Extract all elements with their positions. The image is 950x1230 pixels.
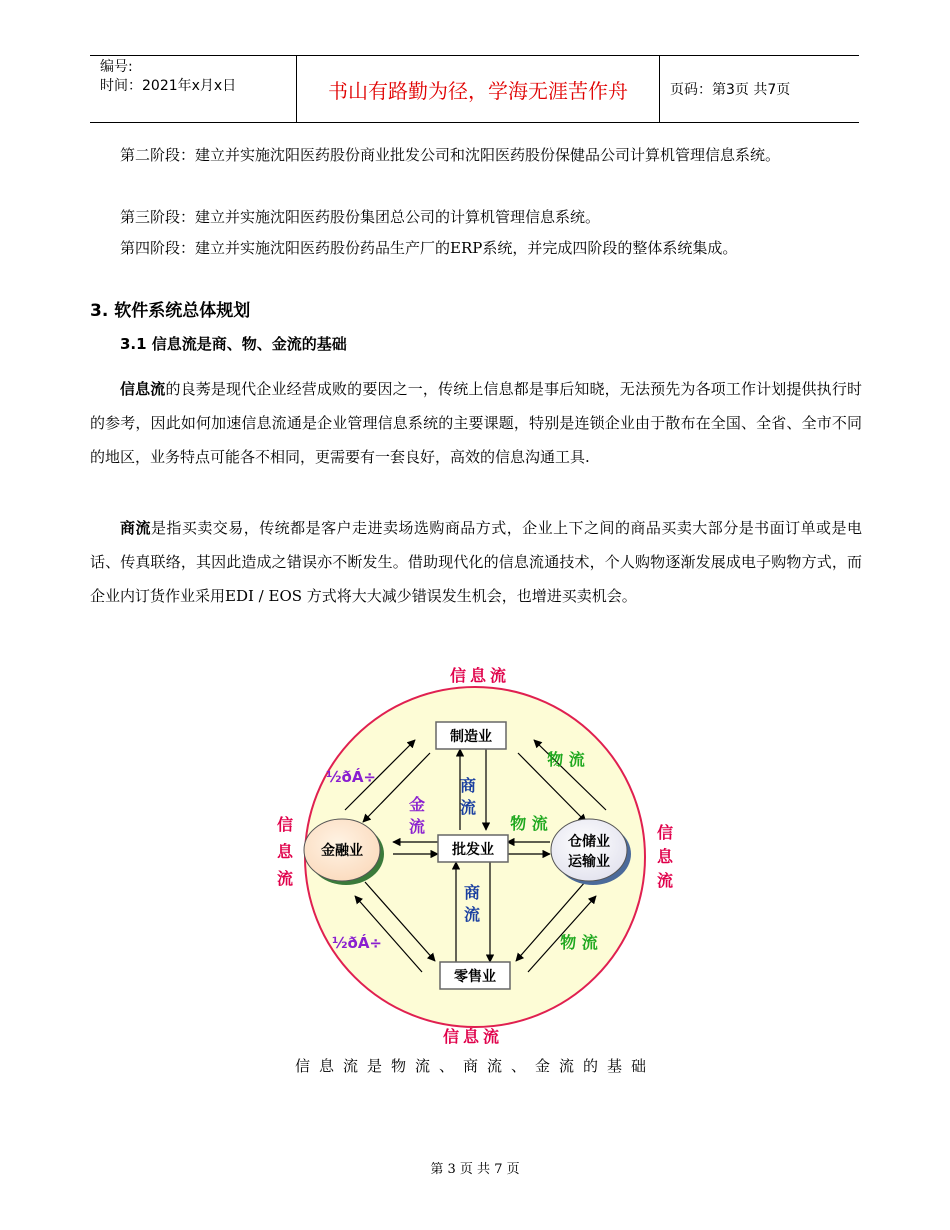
- label-garbled-upper: ½ðÁ÷: [325, 768, 376, 786]
- information-flow-text: 的良莠是现代企业经营成败的要因之一，传统上信息都是事后知晓，无法预先为各项工作计划提供执行时的参考，因此如何加速信息流通是企业管理信息系统的主要课题，特别是连锁企业由于散布在全国、全省、全市不同的地区，业务特点可能各不相同，更需要有一套良好，高效的信息沟通工具.: [90, 380, 862, 466]
- node-retail: 零售业: [454, 969, 496, 985]
- page-header: [90, 55, 859, 123]
- node-storage-line1: 仓储业: [568, 834, 610, 850]
- figure-caption: 信息流是物流、商流、金流的基础: [294, 1057, 655, 1075]
- page-footer: 第 3 页 共 7 页: [430, 1162, 520, 1177]
- node-storage-ellipse: [551, 819, 627, 881]
- flow-diagram: [260, 660, 690, 1055]
- paragraph-commerce-flow: [90, 511, 862, 613]
- node-storage-line2: 运输业: [568, 854, 610, 870]
- paragraph-stage-4: 第四阶段：建立并实施沈阳医药股份药品生产厂的ERP系统，并完成四阶段的整体系统集成。: [120, 239, 738, 257]
- paragraph-stage-3: 第三阶段：建立并实施沈阳医药股份集团总公司的计算机管理信息系统。: [120, 208, 601, 226]
- subsection-heading: 3.1 信息流是商、物、金流的基础: [120, 335, 347, 353]
- node-wholesale: 批发业: [452, 842, 494, 858]
- label-commerce-flow-lower: 商流: [463, 883, 481, 924]
- keyword-commerce-flow: 商流: [120, 519, 151, 537]
- keyword-information-flow: 信息流: [120, 380, 166, 398]
- paragraph-information-flow: [90, 372, 862, 474]
- node-finance: 金融业: [321, 843, 363, 859]
- label-commerce-flow-upper: 商流: [459, 776, 477, 817]
- label-info-flow-bottom: 信息流: [442, 1027, 504, 1046]
- node-manufacturing: 制造业: [450, 729, 492, 745]
- commerce-flow-text: 是指买卖交易，传统都是客户走进卖场选购商品方式，企业上下之间的商品买卖大部分是书面订单或是电话、传真联络，其因此造成之错误亦不断发生。借助现代化的信息流通技术，个人购物逐渐发展成电子购物方式，而企业内订货作业采用EDI / EOS 方式将大大减少错误发生机会，也增进买卖机会。: [90, 519, 862, 605]
- document-time: 时间：2021年x月x日: [100, 78, 237, 94]
- section-heading: 3. 软件系统总体规划: [90, 301, 251, 321]
- label-logistics-upper-right: 物 流: [547, 750, 585, 769]
- document-number-label: 编号:: [100, 59, 133, 75]
- label-info-flow-left: 信息流: [276, 815, 294, 888]
- label-info-flow-top: 信息流: [449, 666, 511, 685]
- label-money-flow: 金流: [408, 795, 426, 836]
- label-garbled-lower: ½ðÁ÷: [331, 934, 382, 952]
- header-page-info: 页码：第3页 共7页: [670, 82, 791, 98]
- header-motto: 书山有路勤为径，学海无涯苦作舟: [296, 56, 660, 122]
- label-info-flow-right: 信息流: [656, 823, 674, 890]
- header-meta: [90, 56, 296, 122]
- paragraph-stage-2: 第二阶段：建立并实施沈阳医药股份商业批发公司和沈阳医药股份保健品公司计算机管理信息系统。: [120, 146, 781, 164]
- label-logistics-middle: 物 流: [510, 814, 548, 833]
- label-logistics-lower-right: 物 流: [560, 933, 598, 952]
